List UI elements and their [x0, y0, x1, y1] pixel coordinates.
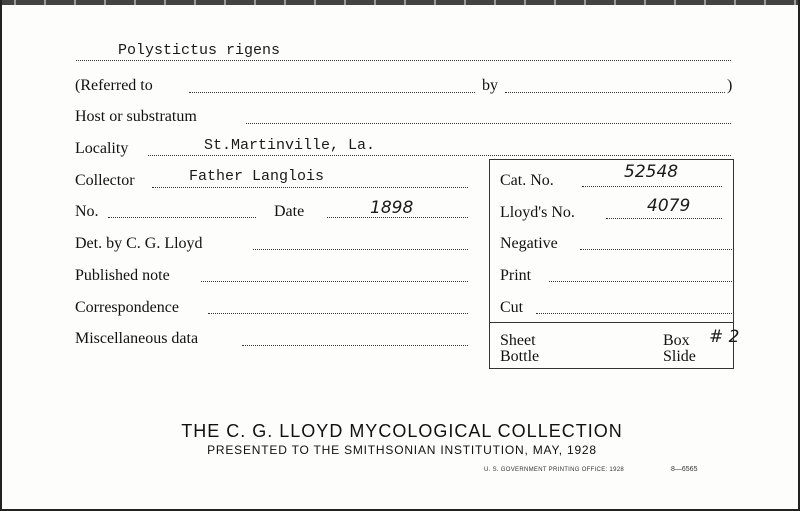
box-top-border: [489, 159, 734, 160]
referred-close-paren: ): [727, 77, 733, 94]
date-line: [327, 217, 468, 218]
det-by-line: [253, 249, 468, 250]
miscellaneous-label: Miscellaneous data: [75, 330, 199, 347]
lloyds-no-value: 4079: [647, 196, 691, 216]
locality-label: Locality: [75, 140, 129, 157]
negative-label: Negative: [500, 235, 558, 252]
published-note-line: [201, 281, 468, 282]
referred-to-line: [189, 92, 475, 93]
cat-no-line: [582, 186, 722, 187]
date-label: Date: [274, 203, 305, 220]
no-line: [108, 217, 256, 218]
box-divider: [489, 322, 734, 323]
species-name: Polystictus rigens: [118, 42, 281, 59]
negative-line: [580, 249, 732, 250]
host-label: Host or substratum: [75, 108, 197, 125]
cat-no-value: 52548: [624, 162, 679, 182]
collector-line: [152, 187, 468, 188]
correspondence-line: [208, 313, 468, 314]
published-note-label: Published note: [75, 267, 170, 284]
host-line: [246, 123, 731, 124]
det-by-label: Det. by C. G. Lloyd: [75, 235, 203, 252]
sheet-label: Sheet: [500, 332, 536, 349]
cut-label: Cut: [500, 299, 524, 316]
cut-line: [536, 313, 732, 314]
gpo-note: U. S. GOVERNMENT PRINTING OFFICE: 1928: [484, 467, 624, 473]
date-value: 1898: [370, 198, 414, 218]
species-line: [76, 60, 731, 61]
collector-label: Collector: [75, 172, 135, 189]
collection-title: THE C. G. LLOYD MYCOLOGICAL COLLECTION: [181, 421, 623, 441]
collection-subtitle: PRESENTED TO THE SMITHSONIAN INSTITUTION, MAY, 1928: [207, 443, 597, 457]
form-number: 8—6565: [671, 466, 698, 473]
cat-no-label: Cat. No.: [500, 172, 554, 189]
collector-value: Father Langlois: [189, 168, 325, 185]
locality-line: [148, 155, 731, 156]
lloyds-no-label: Lloyd's No.: [500, 204, 575, 221]
correspondence-label: Correspondence: [75, 299, 179, 316]
print-label: Print: [500, 267, 532, 284]
slide-label: Slide: [663, 348, 696, 365]
bottle-label: Bottle: [500, 348, 540, 365]
print-line: [549, 281, 732, 282]
lloyds-no-line: [606, 218, 722, 219]
referred-by-label: by: [482, 77, 498, 94]
box-label: Box: [663, 332, 690, 349]
box-number-value: # 2: [709, 327, 740, 347]
referred-by-line: [505, 92, 725, 93]
no-label: No.: [75, 203, 99, 220]
miscellaneous-line: [242, 345, 468, 346]
referred-to-label: (Referred to: [75, 77, 153, 94]
locality-value: St.Martinville, La.: [204, 137, 376, 154]
